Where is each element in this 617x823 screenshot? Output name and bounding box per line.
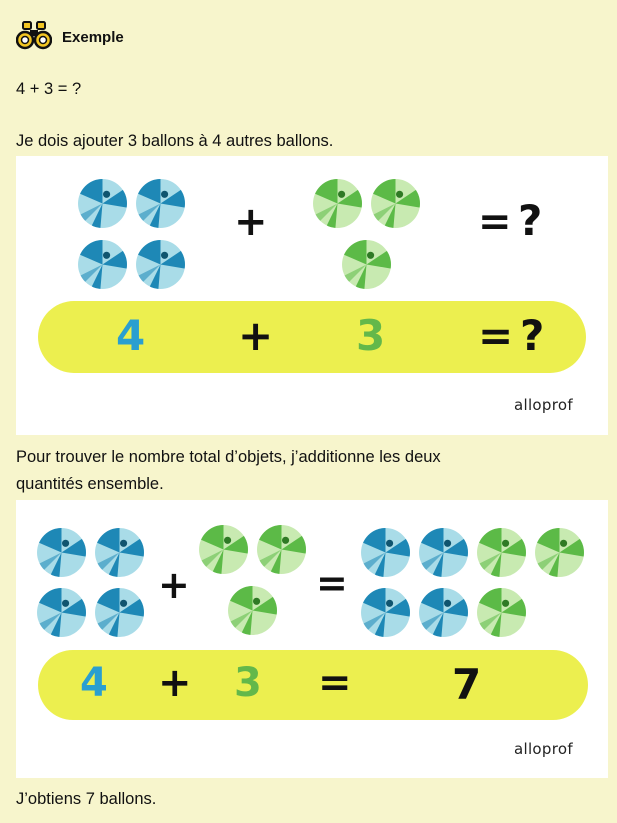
- pill-plus: +: [158, 660, 192, 706]
- green-ball: [198, 524, 249, 575]
- pill-number-4: 4: [80, 660, 108, 706]
- green-ball: [534, 527, 585, 578]
- blue-ball: [360, 527, 411, 578]
- green-ball: [370, 178, 421, 229]
- explanation-text-1: Pour trouver le nombre total d’objets, j’additionne les deux: [16, 448, 441, 466]
- alloprof-logo: alloprof: [514, 740, 573, 758]
- pill-equals: =: [478, 311, 514, 360]
- blue-ball: [418, 527, 469, 578]
- figure-1: [16, 156, 608, 435]
- plus-sign: +: [158, 563, 190, 607]
- pill-number-4: 4: [116, 311, 146, 360]
- blue-ball: [418, 587, 469, 638]
- pill-number-3: 3: [234, 660, 262, 706]
- blue-ball: [94, 587, 145, 638]
- green-ball: [476, 587, 527, 638]
- figure-2: [16, 500, 608, 778]
- pill-result-7: 7: [452, 660, 482, 709]
- example-header: [16, 20, 124, 54]
- pill-plus: +: [238, 311, 274, 360]
- equals-sign: =: [316, 561, 348, 605]
- equation-pill: [38, 301, 586, 373]
- equals-sign: =: [478, 199, 512, 245]
- equation-text: 4 + 3 = ?: [16, 80, 82, 98]
- binoculars-icon: [16, 20, 52, 55]
- green-ball: [256, 524, 307, 575]
- blue-ball: [360, 587, 411, 638]
- equation-pill: [38, 650, 588, 720]
- green-ball: [227, 585, 278, 636]
- blue-ball: [77, 178, 128, 229]
- pill-number-3: 3: [356, 311, 386, 360]
- green-ball: [341, 239, 392, 290]
- pill-equals: =: [318, 660, 352, 706]
- alloprof-logo: alloprof: [514, 396, 573, 414]
- intro-text: Je dois ajouter 3 ballons à 4 autres ballons.: [16, 132, 334, 150]
- blue-ball: [135, 239, 186, 290]
- plus-sign: +: [234, 199, 268, 245]
- header-title: Exemple: [62, 28, 124, 46]
- blue-ball: [135, 178, 186, 229]
- blue-ball: [36, 527, 87, 578]
- conclusion-text: J’obtiens 7 ballons.: [16, 790, 157, 808]
- green-ball: [476, 527, 527, 578]
- blue-ball: [94, 527, 145, 578]
- question-mark: ?: [518, 196, 543, 245]
- pill-question: ?: [520, 311, 545, 360]
- blue-ball: [36, 587, 87, 638]
- green-ball: [312, 178, 363, 229]
- blue-ball: [77, 239, 128, 290]
- explanation-text-2: quantités ensemble.: [16, 475, 164, 493]
